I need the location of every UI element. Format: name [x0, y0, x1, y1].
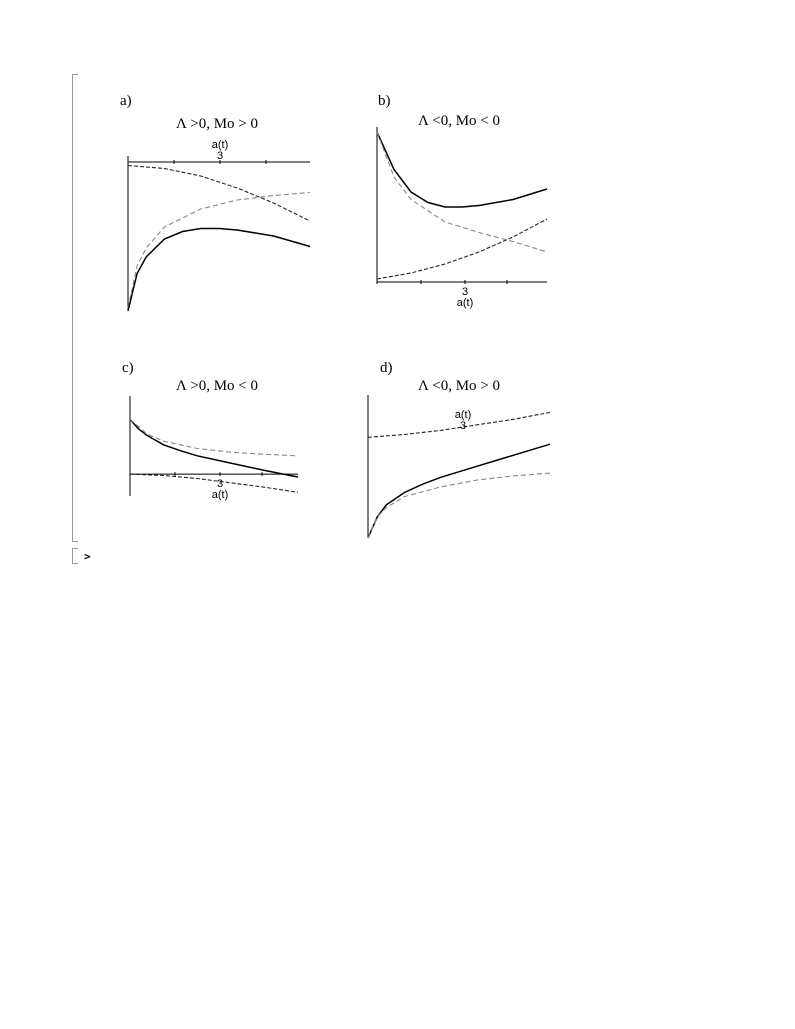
panel-title-d: Λ <0, Mo > 0	[418, 378, 500, 394]
series-solid-line	[128, 229, 310, 312]
plot-c	[125, 396, 305, 541]
series-solid-line	[368, 444, 550, 538]
series-dashed-light-line	[377, 132, 547, 252]
x-tick-label: 3	[461, 286, 469, 298]
series-dashed-dark-line	[128, 166, 310, 222]
panel-title-b: Λ <0, Mo < 0	[418, 113, 500, 129]
panel-label-b: b)	[378, 93, 391, 109]
plot-d	[364, 394, 554, 544]
series-dashed-dark-line	[377, 219, 547, 279]
input-region-bracket[interactable]	[72, 548, 73, 564]
series-dashed-light-line	[130, 419, 298, 456]
panel-label-c: c)	[122, 360, 134, 376]
series-dashed-light-line	[128, 193, 310, 309]
command-prompt[interactable]: >	[84, 550, 91, 563]
plot-b	[373, 128, 553, 318]
x-axis-label: a(t)	[454, 409, 472, 421]
panel-label-d: d)	[380, 360, 393, 376]
x-tick-label: 3	[216, 150, 224, 162]
series-solid-line	[130, 419, 298, 477]
x-axis-label: a(t)	[211, 139, 229, 151]
x-axis-label: a(t)	[456, 297, 474, 309]
series-dashed-light-line	[368, 473, 550, 538]
output-region-bracket[interactable]	[72, 74, 73, 542]
series-solid-line	[377, 132, 547, 207]
panel-title-a: Λ >0, Mo > 0	[176, 116, 258, 132]
x-tick-label: 3	[216, 478, 224, 491]
panel-title-c: Λ >0, Mo < 0	[176, 378, 258, 394]
plot-a	[124, 136, 314, 336]
panel-label-a: a)	[120, 93, 132, 109]
x-axis-label: a(t)	[211, 489, 229, 502]
x-tick-label: 3	[459, 420, 467, 432]
